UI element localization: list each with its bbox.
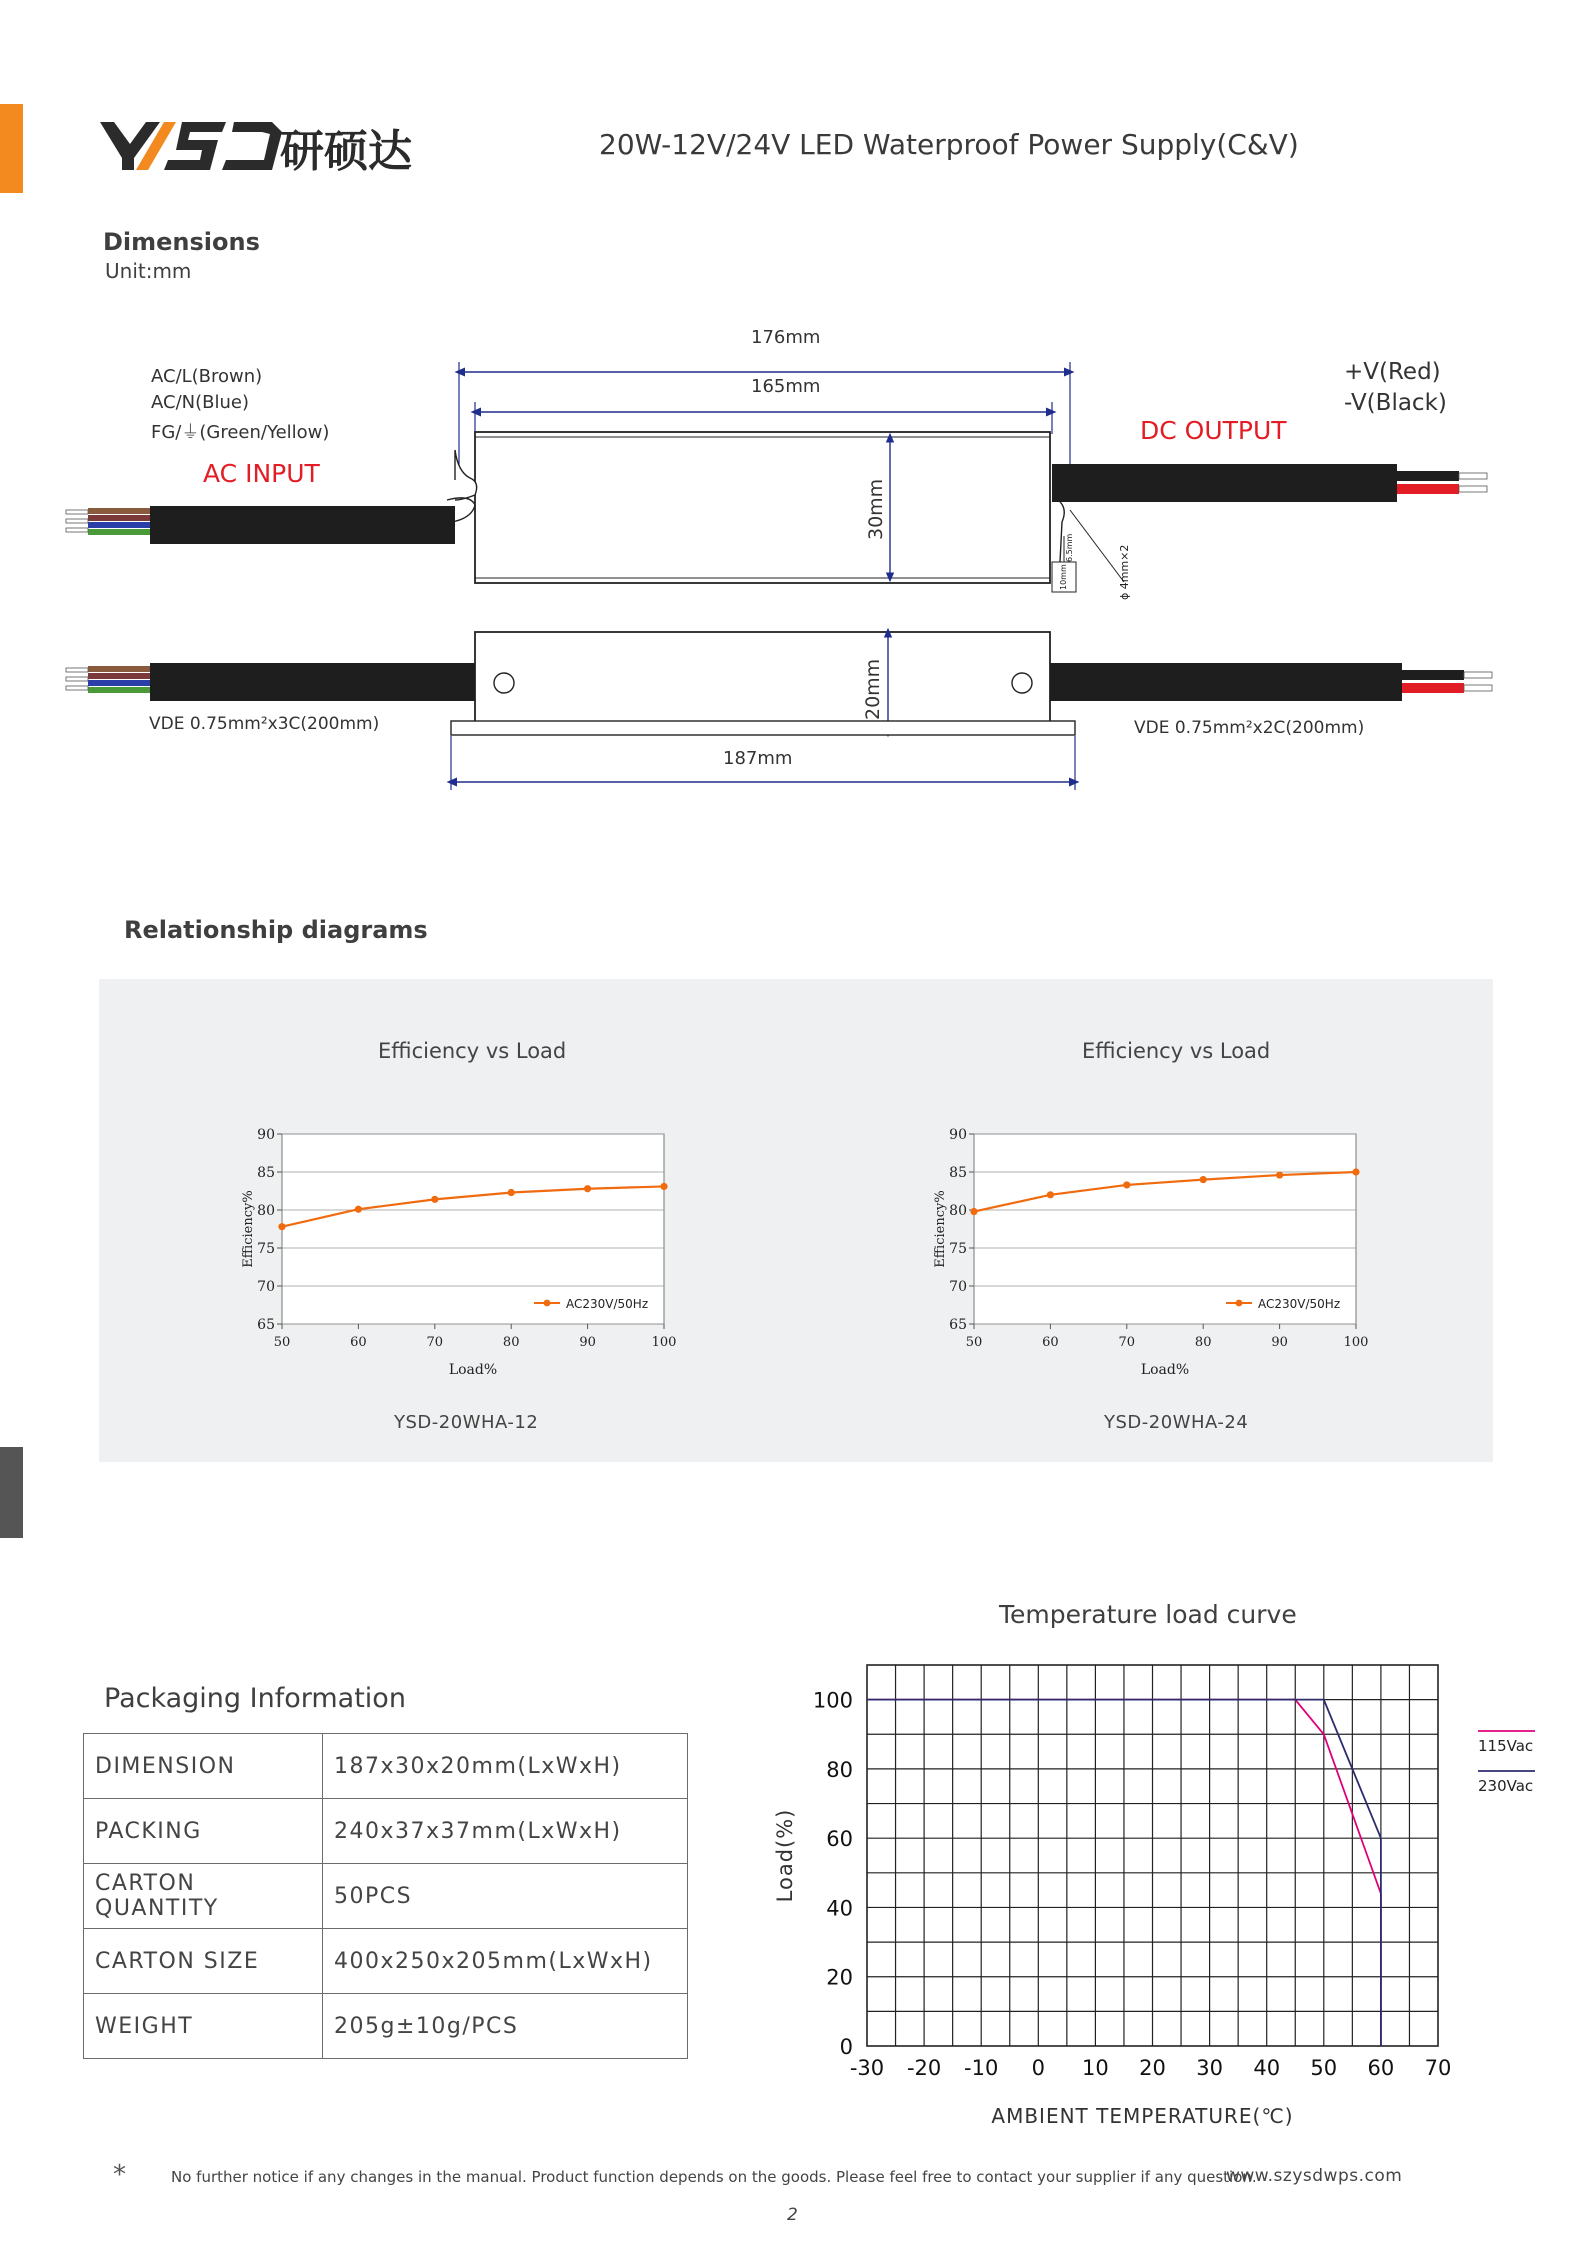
x-tick-label: 70 — [1424, 2056, 1452, 2080]
footer-notice: No further notice if any changes in the manual. Product function depends on the goods. Please feel free to contact your supplier if any question. — [171, 2168, 1257, 2186]
pack-label-quantity: CARTON QUANTITY — [84, 1864, 323, 1929]
page-number: 2 — [787, 2205, 798, 2225]
x-tick-label: 10 — [1082, 2056, 1109, 2080]
logo — [100, 118, 460, 174]
legend-label: AC230V/50Hz — [1258, 1297, 1341, 1311]
ac-input-label: AC INPUT — [203, 459, 320, 488]
efficiency-chart-24v — [912, 1120, 1382, 1390]
x-tick-label: 20 — [1139, 2056, 1166, 2080]
data-point — [1200, 1176, 1207, 1183]
y-tick-label: 65 — [257, 1317, 275, 1333]
data-point — [431, 1196, 438, 1203]
chart2-model: YSD-20WHA-24 — [1104, 1412, 1249, 1433]
y-tick-label: 90 — [949, 1127, 967, 1143]
height-30-label: 30mm — [865, 478, 887, 540]
data-point — [1352, 1168, 1359, 1175]
x-tick-label: 100 — [1343, 1335, 1369, 1350]
y-axis-label: Efficiency% — [933, 1190, 948, 1268]
plot-area — [974, 1134, 1356, 1324]
x-tick-label: 90 — [579, 1335, 596, 1350]
data-point — [660, 1183, 667, 1190]
y-tick-label: 100 — [812, 1688, 853, 1713]
page-title: 20W-12V/24V LED Waterproof Power Supply(C&V) — [599, 128, 1299, 161]
chart2-title: Efficiency vs Load — [1082, 1039, 1271, 1063]
x-tick-label: 100 — [651, 1335, 677, 1350]
data-point — [970, 1208, 977, 1215]
packaging-heading: Packaging Information — [104, 1683, 406, 1714]
pack-label-dimension: DIMENSION — [84, 1734, 323, 1799]
svg-text:研硕达: 研硕达 — [280, 126, 412, 174]
x-tick-label: 60 — [1367, 2056, 1395, 2080]
x-tick-label: 50 — [1310, 2056, 1338, 2080]
x-tick-label: 60 — [1042, 1335, 1059, 1350]
relationship-heading: Relationship diagrams — [124, 916, 428, 944]
y-tick-label: 40 — [826, 1896, 853, 1921]
logo-mark — [100, 118, 460, 174]
cable-in-spec: VDE 0.75mm²x3C(200mm) — [149, 714, 380, 734]
y-tick-label: 85 — [257, 1165, 275, 1181]
dim-187-label: 187mm — [723, 748, 793, 769]
x-tick-label: 50 — [965, 1335, 983, 1350]
wire-neg: -V(Black) — [1344, 390, 1447, 416]
pack-label-weight: WEIGHT — [84, 1994, 323, 2059]
y-tick-label: 0 — [839, 2035, 853, 2059]
legend-label: AC230V/50Hz — [566, 1297, 649, 1311]
x-tick-label: 70 — [426, 1335, 444, 1350]
footer-star: * — [113, 2160, 126, 2190]
data-point — [1047, 1191, 1054, 1198]
pack-label-carton-size: CARTON SIZE — [84, 1929, 323, 1994]
y-tick-label: 80 — [949, 1203, 967, 1219]
x-tick-label: 60 — [350, 1335, 367, 1350]
chart1-model: YSD-20WHA-12 — [394, 1412, 539, 1433]
y-tick-label: 85 — [949, 1165, 967, 1181]
pack-value-weight: 205g±10g/PCS — [323, 1994, 688, 2059]
temperature-load-chart — [760, 1650, 1560, 2130]
pack-value-quantity: 50PCS — [323, 1864, 688, 1929]
data-point — [278, 1223, 285, 1230]
x-axis-label: AMBIENT TEMPERATURE(℃) — [991, 2104, 1294, 2128]
psu-top-body — [475, 432, 1050, 583]
y-tick-label: 65 — [949, 1317, 967, 1333]
legend-label: 115Vac — [1478, 1737, 1534, 1755]
x-tick-label: 50 — [273, 1335, 291, 1350]
y-tick-label: 60 — [826, 1827, 853, 1852]
chart1-title: Efficiency vs Load — [378, 1039, 567, 1063]
unit-label: Unit:mm — [105, 259, 192, 283]
y-tick-label: 80 — [826, 1757, 853, 1782]
tab-10-label: 10mm — [1059, 564, 1068, 590]
cable-out-spec: VDE 0.75mm²x2C(200mm) — [1134, 718, 1365, 738]
mount-hole-right — [1012, 673, 1032, 693]
x-tick-label: 80 — [502, 1335, 520, 1350]
plot-area — [282, 1134, 664, 1324]
x-tick-label: 70 — [1118, 1335, 1136, 1350]
y-tick-label: 70 — [257, 1279, 275, 1295]
psu-side-body — [475, 632, 1050, 733]
efficiency-chart-12v — [220, 1120, 690, 1390]
side-tab — [0, 1447, 23, 1538]
y-tick-label: 70 — [949, 1279, 967, 1295]
wire-ac-n: AC/N(Blue) — [151, 392, 249, 413]
pack-value-dimension: 187x30x20mm(LxWxH) — [323, 1734, 688, 1799]
y-tick-label: 75 — [257, 1241, 275, 1257]
legend-label: 230Vac — [1478, 1777, 1534, 1795]
y-tick-label: 80 — [257, 1203, 275, 1219]
y-tick-label: 90 — [257, 1127, 275, 1143]
legend-marker — [1236, 1300, 1243, 1307]
accent-bar — [0, 104, 23, 193]
data-point — [584, 1185, 591, 1192]
x-tick-label: -20 — [906, 2056, 942, 2080]
dim-165-label: 165mm — [751, 376, 821, 397]
temp-title: Temperature load curve — [999, 1600, 1297, 1629]
x-tick-label: 0 — [1031, 2056, 1045, 2080]
y-tick-label: 20 — [826, 1965, 853, 1990]
x-tick-label: 30 — [1196, 2056, 1223, 2080]
x-tick-label: -30 — [849, 2056, 885, 2080]
mount-hole-left — [494, 673, 514, 693]
data-point — [508, 1189, 515, 1196]
data-point — [355, 1206, 362, 1213]
output-cable-side — [1050, 663, 1402, 701]
table-row — [84, 1734, 688, 1799]
dc-output-label: DC OUTPUT — [1140, 416, 1287, 445]
hole-label: ϕ 4mm×2 — [1118, 544, 1131, 600]
pack-value-packing: 240x37x37mm(LxWxH) — [323, 1799, 688, 1864]
x-tick-label: 40 — [1253, 2056, 1281, 2080]
wire-ac-l: AC/L(Brown) — [151, 366, 263, 387]
footer-website[interactable]: www.szysdwps.com — [1226, 2166, 1403, 2186]
input-cable-top — [150, 506, 455, 544]
x-axis-label: Load% — [448, 1362, 498, 1378]
dimensions-heading: Dimensions — [103, 228, 260, 256]
x-tick-label: -10 — [964, 2056, 999, 2080]
legend-marker — [544, 1300, 551, 1307]
wire-pos: +V(Red) — [1344, 359, 1441, 385]
x-tick-label: 80 — [1194, 1335, 1212, 1350]
pack-value-carton-size: 400x250x205mm(LxWxH) — [323, 1929, 688, 1994]
y-axis-label: Load(%) — [773, 1808, 797, 1903]
input-cable-side — [150, 663, 475, 701]
dim-176-label: 176mm — [751, 327, 821, 348]
packaging-table — [83, 1733, 688, 2059]
table-row — [84, 1799, 688, 1864]
x-axis-label: Load% — [1140, 1362, 1190, 1378]
height-20-label: 20mm — [862, 658, 884, 720]
pack-label-packing: PACKING — [84, 1799, 323, 1864]
tab-6-label: 6.5mm — [1065, 533, 1074, 562]
table-row — [84, 1864, 688, 1929]
wire-fg: FG/⏚(Green/Yellow) — [151, 422, 330, 443]
output-cable-top — [1052, 464, 1397, 502]
table-row — [84, 1994, 688, 2059]
data-point — [1123, 1181, 1130, 1188]
x-tick-label: 90 — [1271, 1335, 1288, 1350]
data-point — [1276, 1171, 1283, 1178]
y-tick-label: 75 — [949, 1241, 967, 1257]
table-row — [84, 1929, 688, 1994]
y-axis-label: Efficiency% — [241, 1190, 256, 1268]
